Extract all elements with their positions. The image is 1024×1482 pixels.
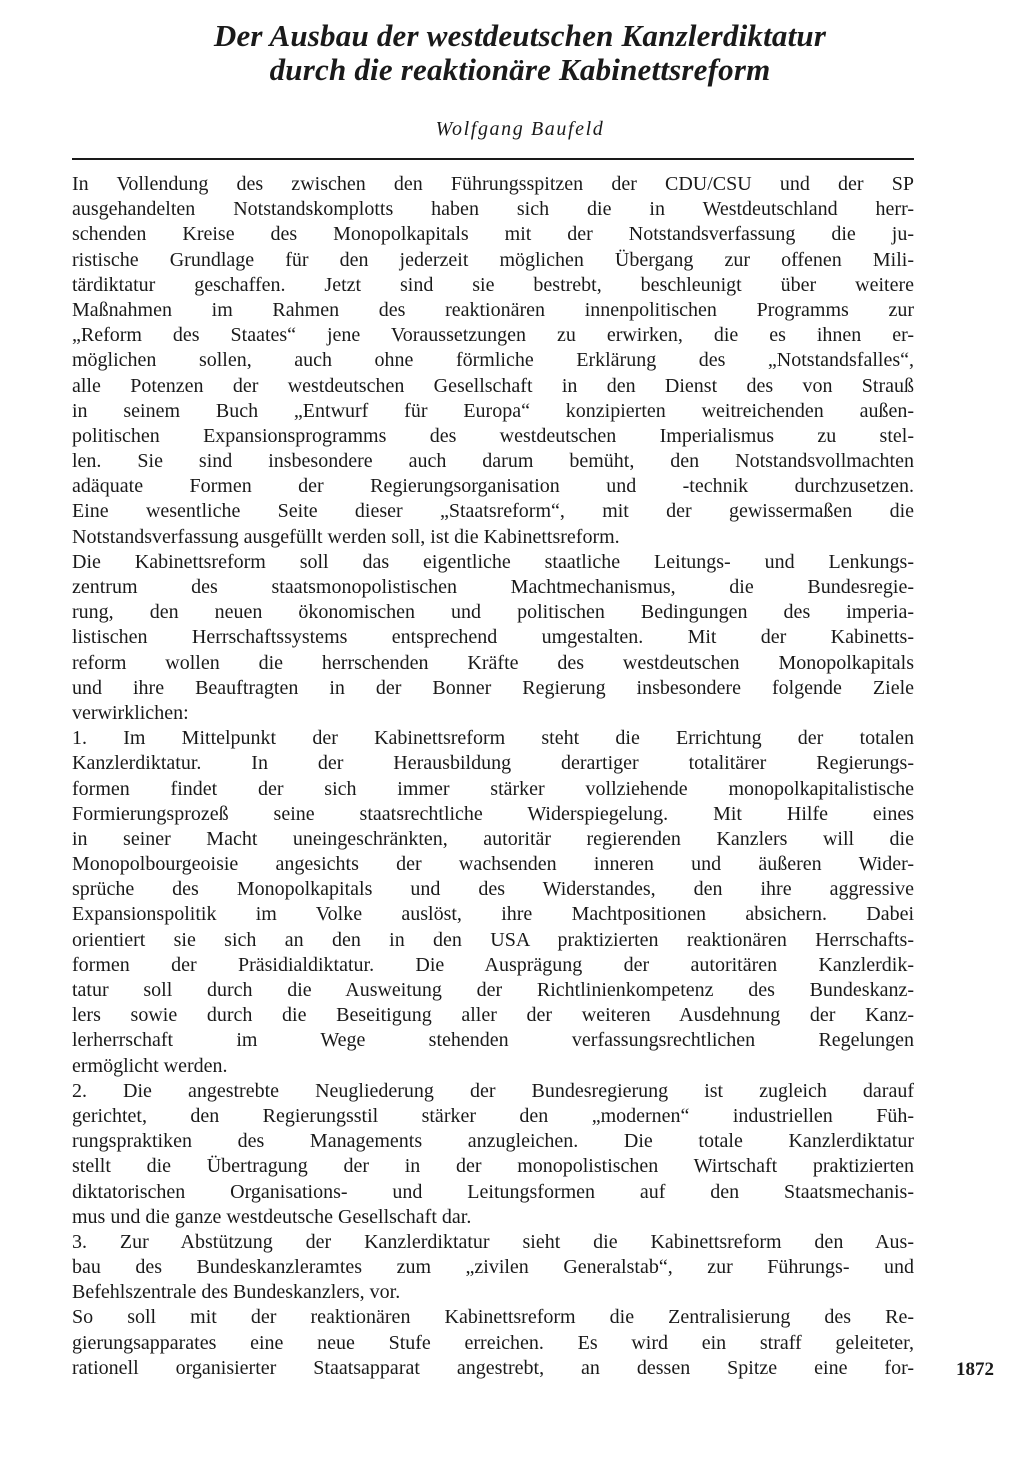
text-line: tärdiktatur geschaffen. Jetzt sind sie bestrebt, beschleunigt über weitere [72,273,914,296]
text-line: len. Sie sind insbesondere auch darum bemüht, den Notstandsvollmachten [72,450,914,473]
text-line: „Reform des Staates“ jene Voraussetzungen zu erwirken, die es ihnen er- [72,324,914,347]
text-line: 2. Die angestrebte Neugliederung der Bundesregierung ist zugleich darauf [72,1079,914,1102]
text-line: ausgehandelten Notstandskomplotts haben sich die in Westdeutschland herr- [72,198,914,221]
text-line: adäquate Formen der Regierungsorganisation und -technik durchzusetzen. [72,475,914,498]
text-line: listischen Herrschaftssystems entsprechend umgestalten. Mit der Kabinetts- [72,626,914,649]
text-line: In Vollendung des zwischen den Führungsspitzen der CDU/CSU und der SP [72,173,914,195]
text-line: Monopolbourgeoisie angesichts der wachsenden inneren und äußeren Wider- [72,853,914,876]
text-line: bau des Bundeskanzleramtes zum „zivilen Generalstab“, zur Führungs- und [72,1256,914,1279]
text-line: gierungsapparates eine neue Stufe erreichen. Es wird ein straff geleiteter, [72,1331,914,1354]
text-line: formen findet der sich immer stärker vollziehende monopolkapitalistische [72,777,914,800]
text-line: lers sowie durch die Beseitigung aller der weiteren Ausdehnung der Kanz- [72,1004,914,1027]
text-line: mus und die ganze westdeutsche Gesellschaft dar. [72,1205,472,1228]
text-line: Formierungsprozeß seine staatsrechtliche Widerspiegelung. Mit Hilfe eines [72,802,914,825]
text-line: lerherrschaft im Wege stehenden verfassungsrechtlichen Regelungen [72,1029,914,1052]
text-line: rungspraktiken des Managements anzugleichen. Die totale Kanzlerdiktatur [72,1130,914,1153]
text-line: in seiner Macht uneingeschränkten, autoritär regierenden Kanzlers will die [72,827,914,850]
text-line: So soll mit der reaktionären Kabinettsreform die Zentralisierung des Re- [72,1306,914,1329]
text-line: verwirklichen: [72,701,189,724]
text-line: politischen Expansionsprogramms des westdeutschen Imperialismus zu stel- [72,424,914,447]
text-line: sprüche des Monopolkapitals und des Widerstandes, den ihre aggressive [72,878,914,901]
text-line: zentrum des staatsmonopolistischen Machtmechanismus, die Bundesregie- [72,576,914,598]
text-line: orientiert sie sich an den in den USA praktizierten reaktionären Herrschafts- [72,928,914,951]
article-title-line-1: Der Ausbau der westdeutschen Kanzlerdiktatur [213,18,827,53]
text-line: und ihre Beauftragten in der Bonner Regierung insbesondere folgende Ziele [72,676,914,699]
text-line: Befehlszentrale des Bundeskanzlers, vor. [72,1281,401,1304]
text-line: Kanzlerdiktatur. In der Herausbildung derartiger totalitärer Regierungs- [72,752,914,775]
text-line: ristische Grundlage für den jederzeit möglichen Übergang zur offenen Mili- [72,248,914,271]
text-line: diktatorischen Organisations- und Leitungsformen auf den Staatsmechanis- [72,1180,914,1203]
text-line: formen der Präsidialdiktatur. Die Ausprägung der autoritären Kanzlerdik- [72,953,914,976]
title-divider [72,158,914,160]
text-line: Notstandsverfassung ausgefüllt werden soll, ist die Kabinettsreform. [72,525,620,548]
text-line: ermöglicht werden. [72,1054,228,1077]
text-line: tatur soll durch die Ausweitung der Richtlinienkompetenz des Bundeskanz- [72,979,914,1001]
text-line: in seinem Buch „Entwurf für Europa“ konzipierten weitreichenden außen- [72,399,914,422]
author-name: Wolfgang Baufeld [435,118,605,140]
text-line: stellt die Übertragung der in der monopolistischen Wirtschaft praktizierten [72,1155,914,1178]
page-number: 1872 [956,1359,994,1380]
text-line: möglichen sollen, auch ohne förmliche Erklärung des „Notstandsfalles“, [72,349,914,372]
article-title-line-2: durch die reaktionäre Kabinettsreform [269,52,771,87]
text-line: Maßnahmen im Rahmen des reaktionären innenpolitischen Programms zur [72,298,914,321]
article-body [72,172,914,1381]
text-line: rationell organisierter Staatsapparat angestrebt, an dessen Spitze eine for- [72,1356,914,1379]
text-line: Expansionspolitik im Volke auslöst, ihre Machtpositionen absichern. Dabei [72,903,914,926]
text-line: rung, den neuen ökonomischen und politischen Bedingungen des imperia- [72,601,914,624]
text-line: schenden Kreise des Monopolkapitals mit der Notstandsverfassung die ju- [72,223,914,246]
text-line: reform wollen die herrschenden Kräfte des westdeutschen Monopolkapitals [72,651,914,674]
text-line: gerichtet, den Regierungsstil stärker den „modernen“ industriellen Füh- [72,1104,914,1127]
text-line: alle Potenzen der westdeutschen Gesellschaft in den Dienst des von Strauß [72,374,914,397]
text-line: 1. Im Mittelpunkt der Kabinettsreform steht die Errichtung der totalen [72,727,914,750]
text-line: Die Kabinettsreform soll das eigentliche staatliche Leitungs- und Lenkungs- [72,550,914,573]
text-line: 3. Zur Abstützung der Kanzlerdiktatur sieht die Kabinettsreform den Aus- [72,1230,914,1253]
text-line: Eine wesentliche Seite dieser „Staatsreform“, mit der gewissermaßen die [72,500,914,523]
